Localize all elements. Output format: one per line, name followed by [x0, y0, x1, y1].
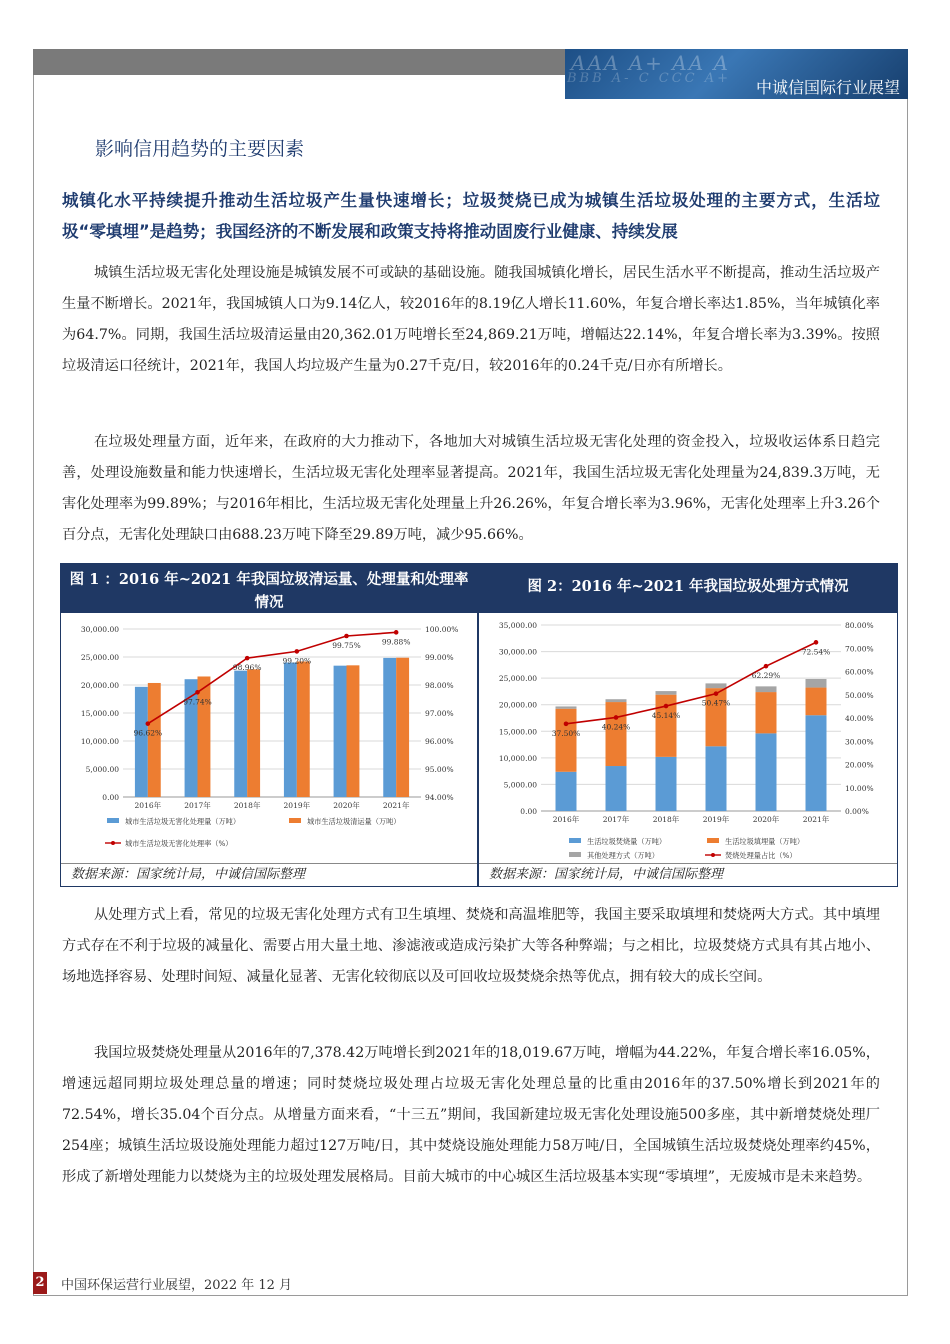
x-tick-label: 2018年	[233, 801, 261, 810]
data-label: 37.50%	[551, 728, 581, 738]
y-tick-label: 0.00	[102, 793, 119, 802]
figure-1	[60, 563, 478, 887]
y-tick-label: 30,000.00	[498, 647, 537, 657]
bar	[396, 658, 409, 797]
bar	[383, 658, 396, 797]
bar	[148, 683, 161, 797]
y-tick-label: 15,000.00	[498, 727, 537, 737]
legend-swatch	[569, 838, 581, 843]
x-tick-label: 2018年	[652, 815, 680, 824]
y2-tick-label: 96.00%	[425, 737, 454, 746]
y-tick-label: 20,000.00	[498, 700, 537, 710]
y2-tick-label: 50.00%	[845, 690, 874, 700]
footer-text: 中国环保运营行业展望，2022 年 12 月	[61, 1278, 293, 1293]
line-point	[714, 691, 719, 696]
legend-label: 城市生活垃圾无害化处理率（%）	[125, 839, 233, 848]
x-tick-label: 2016年	[134, 801, 162, 810]
line-point	[394, 630, 399, 635]
legend-swatch	[569, 852, 581, 857]
y2-tick-label: 80.00%	[845, 621, 874, 630]
page-left-rule	[33, 75, 34, 1295]
y-tick-label: 20,000.00	[80, 681, 119, 690]
line-point	[344, 634, 349, 639]
page-right-rule	[907, 99, 908, 1295]
bar-segment	[706, 746, 727, 811]
y2-tick-label: 20.00%	[845, 760, 874, 770]
lead-heading: 城镇化水平持续提升推动生活垃圾产生量快速增长；垃圾焚烧已成为城镇生活垃圾处理的主要方式，生活垃圾“零填埋”是趋势；我国经济的不断发展和政策支持将推动固废行业健康、持续发展	[62, 191, 880, 241]
x-tick-label: 2021年	[802, 815, 830, 824]
footer-rule	[33, 1295, 908, 1296]
x-tick-label: 2017年	[602, 815, 630, 824]
legend-line-marker	[111, 841, 115, 845]
bar-segment	[756, 733, 777, 811]
header-bar	[33, 49, 565, 75]
bar	[135, 687, 148, 797]
bar	[334, 666, 347, 797]
line-point	[195, 690, 200, 695]
paragraph-1: 城镇生活垃圾无害化处理设施是城镇发展不可或缺的基础设施。随我国城镇化增长，居民生活水平不断提高，推动生活垃圾产生量不断增长。2021年，我国城镇人口为9.14亿人，较2016年的8.19亿人增长11.60%，年复合增长率达1.85%，当年城镇化率为64.7%。同期，我国生活垃圾清运量由20,362.01万吨增长至24,869.21万吨，增幅达22.14%，年复合增长率为3.39%。按照垃圾清运口径统计，2021年，我国人均垃圾产生量为0.27千克/日，较2016年的0.24千克/日亦有所增长。	[62, 265, 880, 374]
legend-swatch	[289, 818, 301, 823]
y2-tick-label: 98.00%	[425, 681, 454, 690]
x-tick-label: 2020年	[333, 801, 360, 810]
data-label: 50.47%	[701, 698, 731, 708]
figure-2-source: 数据来源：国家统计局，中诚信国际整理	[479, 863, 897, 886]
legend-label: 焚烧处理量占比（%）	[725, 851, 797, 860]
line-point	[295, 649, 300, 654]
y2-tick-label: 99.00%	[425, 653, 454, 662]
y-tick-label: 5,000.00	[85, 765, 119, 774]
series-line	[566, 642, 816, 723]
bar	[297, 661, 310, 797]
line-point	[814, 640, 819, 645]
bar-segment	[806, 715, 827, 811]
y-tick-label: 25,000.00	[80, 653, 119, 662]
bar-segment	[556, 709, 577, 772]
paragraph-4: 我国垃圾焚烧处理量从2016年的7,378.42万吨增长到2021年的18,019.67万吨，增幅为44.22%，年复合增长率16.05%，增速远超同期垃圾处理总量的增速；同时焚烧垃圾处理占垃圾无害化处理总量的比重由2016年的37.50%增长到2021年的72.54%，增长35.04个百分点。从增量方面来看，“十三五”期间，我国新建垃圾无害化处理设施500多座，其中新增焚烧处理厂254座；城镇生活垃圾设施处理能力超过127万吨/日，其中焚烧设施处理能力58万吨/日，全国城镇生活垃圾焚烧处理率约45%，形成了新增处理能力以焚烧为主的垃圾处理发展格局。目前大城市的中心城区生活垃圾基本实现“零填埋”，无废城市是未来趋势。	[62, 1045, 880, 1185]
paragraph-3: 从处理方式上看，常见的垃圾无害化处理方式有卫生填埋、焚烧和高温堆肥等，我国主要采取填埋和焚烧两大方式。其中填埋方式存在不利于垃圾的减量化、需要占用大量土地、渗滤液或造成污染扩大等各种弊端；与之相比，垃圾焚烧方式具有其占地小、场地选择容易、处理时间短、减量化显著、无害化较彻底以及可回收垃圾焚烧余热等优点，拥有较大的成长空间。	[62, 907, 880, 985]
bar-segment	[656, 691, 677, 695]
line-point	[764, 664, 769, 669]
figure-2-caption: 图 2：2016 年~2021 年我国垃圾处理方式情况	[479, 564, 897, 613]
bar-segment	[806, 688, 827, 716]
paragraph-2: 在垃圾处理量方面，近年来，在政府的大力推动下，各地加大对城镇生活垃圾无害化处理的资金投入，垃圾收运体系日趋完善，处理设施数量和能力快速增长，生活垃圾无害化处理率显著提高。2021年，我国生活垃圾无害化处理量为24,839.3万吨，无害化处理率为99.89%；与2016年相比，生活垃圾无害化处理量上升26.26%，年复合增长率为3.96%，无害化处理率上升3.26个百分点，无害化处理缺口由688.23万吨下降至29.89万吨，减少95.66%。	[62, 434, 880, 543]
brand-title: 中诚信国际行业展望	[755, 78, 900, 97]
y2-tick-label: 30.00%	[845, 737, 874, 747]
y2-tick-label: 10.00%	[845, 783, 874, 793]
data-label: 62.29%	[751, 671, 781, 681]
y-tick-label: 10,000.00	[498, 753, 537, 763]
figure-1-source: 数据来源：国家统计局，中诚信国际整理	[61, 863, 477, 886]
legend-label: 其他处理方式（万吨）	[587, 851, 659, 860]
legend-label: 生活垃圾焚烧量（万吨）	[587, 837, 667, 846]
data-label: 99.75%	[332, 641, 361, 650]
bar	[347, 665, 360, 797]
bar-segment	[556, 772, 577, 811]
bar	[234, 671, 247, 797]
y2-tick-label: 97.00%	[425, 709, 454, 718]
y2-tick-label: 60.00%	[845, 667, 874, 677]
legend-label: 生活垃圾填埋量（万吨）	[725, 837, 805, 846]
bar	[198, 676, 211, 797]
legend-label: 城市生活垃圾无害化处理量（万吨）	[125, 817, 241, 826]
bar-segment	[556, 706, 577, 708]
y2-tick-label: 0.00%	[845, 807, 869, 816]
y2-tick-label: 40.00%	[845, 714, 874, 723]
line-point	[664, 704, 669, 709]
y-tick-label: 30,000.00	[80, 625, 119, 634]
line-point	[146, 721, 151, 726]
y-tick-label: 0.00	[520, 807, 537, 816]
bar-segment	[806, 679, 827, 688]
data-label: 99.20%	[282, 656, 312, 666]
figure-2-chart	[479, 615, 897, 863]
figure-2	[478, 563, 898, 887]
y-tick-label: 35,000.00	[498, 621, 537, 630]
y2-tick-label: 95.00%	[425, 765, 454, 774]
bar-segment	[756, 692, 777, 733]
x-tick-label: 2016年	[552, 815, 580, 824]
legend-swatch	[107, 818, 119, 823]
data-label: 96.62%	[133, 728, 163, 738]
bar-segment	[656, 757, 677, 811]
data-label: 45.14%	[651, 711, 681, 721]
line-point	[564, 722, 569, 727]
data-label: 72.54%	[801, 647, 831, 657]
bar-segment	[706, 688, 727, 746]
data-label: 40.24%	[601, 722, 631, 732]
data-label: 99.88%	[381, 637, 411, 647]
bar-segment	[756, 686, 777, 692]
section-title: 影响信用趋势的主要因素	[95, 138, 305, 160]
line-point	[245, 656, 250, 661]
page-number: 2	[33, 1272, 47, 1294]
bar-segment	[606, 766, 627, 811]
legend-line-marker	[711, 853, 715, 857]
y2-tick-label: 100.00%	[425, 625, 459, 634]
y2-tick-label: 94.00%	[425, 793, 454, 802]
y-tick-label: 25,000.00	[498, 674, 537, 684]
x-tick-label: 2019年	[702, 815, 730, 824]
legend-label: 城市生活垃圾清运量（万吨）	[307, 817, 401, 826]
y-tick-label: 10,000.00	[80, 737, 119, 746]
rating-letters-decoration: AAA A+ AA A	[571, 51, 730, 75]
line-point	[614, 715, 619, 720]
x-tick-label: 2021年	[382, 801, 410, 810]
data-label: 98.96%	[232, 663, 262, 673]
y-tick-label: 5,000.00	[503, 780, 537, 790]
bar	[247, 669, 260, 797]
legend-swatch	[707, 838, 719, 843]
data-label: 97.74%	[183, 697, 212, 707]
header-brand-banner	[565, 49, 908, 99]
x-tick-label: 2020年	[752, 815, 780, 824]
bar	[284, 663, 297, 797]
y-tick-label: 15,000.00	[80, 709, 119, 718]
figure-1-chart	[61, 615, 477, 863]
bar-segment	[706, 683, 727, 688]
y2-tick-label: 70.00%	[845, 644, 874, 654]
bar-segment	[606, 702, 627, 766]
rating-letters-decoration-2: BBB A- C CCC A+	[567, 71, 732, 86]
x-tick-label: 2017年	[184, 801, 211, 810]
figure-1-caption: 图 1 ：2016 年~2021 年我国垃圾清运量、处理量和处理率情况	[61, 564, 477, 613]
x-tick-label: 2019年	[283, 801, 311, 810]
bar-segment	[606, 699, 627, 702]
